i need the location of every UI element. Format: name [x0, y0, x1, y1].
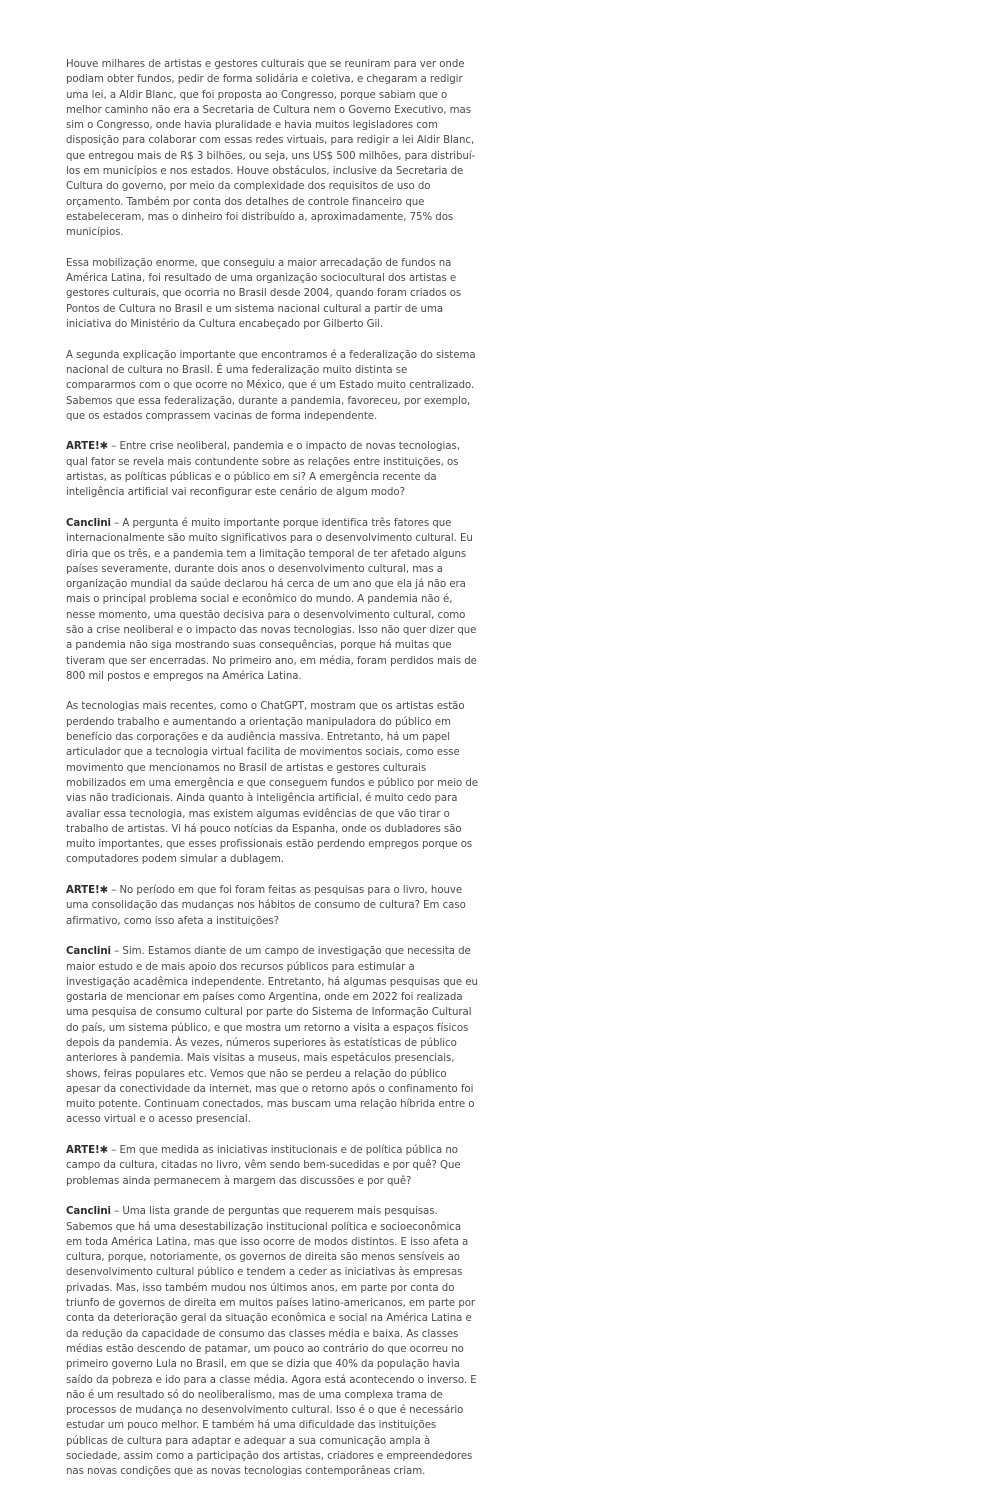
question-paragraph [66, 883, 478, 929]
paragraph [66, 256, 478, 332]
speaker-label: ARTE!✱ [66, 441, 109, 453]
speaker-label: Canclini [66, 1206, 111, 1218]
paragraph-text: A segunda explicação importante que encontramos é a federalização do sistema nacional de cultura no Brasil. É uma federalização muito distinta se compararmos com o que ocorre no México, que é um Estado muito centralizado. Sabemos que essa federalização, durante a pandemia, favoreceu, por exemplo, que os estados comprassem vacinas de forma independente. [66, 349, 476, 422]
paragraph-text: Essa mobilização enorme, que conseguiu a maior arrecadação de fundos na América Latina, foi resultado de uma organização sociocultural dos artistas e gestores culturais, que ocorria no Brasil desde 2004, quando foram criados os Pontos de Cultura no Brasil e um sistema nacional cultural a partir de uma iniciativa do Ministério da Cultura encabeçado por Gilberto Gil. [66, 257, 462, 331]
paragraph [66, 699, 478, 867]
paragraph-text: As tecnologias mais recentes, como o ChatGPT, mostram que os artistas estão perdendo trabalho e aumentando a orientação manipuladora do público em benefício das corporações e da audiência massiva. Entretanto, há um papel articulador que a tecnologia virtual facilita de movimentos sociais, como esse movimento que mencionamos no Brasil de artistas e gestores culturais mobilizados em uma emergência e que conseguem fundos e público por meio de vias não tradicionais. Ainda quanto à inteligência artificial, é muito cedo para avaliar essa tecnologia, mas existem algumas evidências de que vão tirar o trabalho de artistas. Vi há pouco notícias da Espanha, onde os dubladores são muito importantes, que esses profissionais estão perdendo empregos porque os computadores podem simular a dublagem. [66, 701, 478, 866]
speaker-label: ARTE!✱ [66, 1145, 109, 1157]
paragraph-text: – Em que medida as iniciativas institucionais e de política pública no campo da cultura, citadas no livro, vêm sendo bem-sucedidas e por quê? Que problemas ainda permanecem à margem das discussões e por quê? [66, 1145, 461, 1187]
paragraph-text: – Entre crise neoliberal, pandemia e o impacto de novas tecnologias, qual fator se revela mais contundente sobre as relações entre instituições, os artistas, as políticas públicas e o público em si? A emergência recente da inteligência artificial vai reconfigurar este cenário de algum modo? [66, 441, 460, 499]
question-paragraph [66, 1143, 478, 1189]
answer-paragraph [66, 1204, 478, 1479]
speaker-label: Canclini [66, 946, 111, 958]
paragraph [66, 57, 478, 241]
speaker-label: Canclini [66, 517, 111, 529]
answer-paragraph [66, 944, 478, 1128]
paragraph-text: – A pergunta é muito importante porque identifica três fatores que internacionalmente são muito significativos para o desenvolvimento cultural. Eu diria que os três, e a pandemia tem a limitação temporal de ter afetado alguns países severamente, durante dois anos o desenvolvimento cultural, mas a organização mundial da saúde declarou há cerca de um ano que ela já não era mais o principal problema social e econômico do mundo. A pandemia não é, nesse momento, uma questão decisiva para o desenvolvimento cultural, como são a crise neoliberal e o impacto das novas tecnologias. Isso não quer dizer que a pandemia não siga mostrando suas consequências, porque há muitas que tiveram que ser encerradas. No primeiro ano, em média, foram perdidos mais de 800 mil postos e empregos na América Latina. [66, 517, 477, 682]
paragraph-text: – No período em que foi foram feitas as pesquisas para o livro, houve uma consolidação das mudanças nos hábitos de consumo de cultura? Em caso afirmativo, como isso afeta a instituições? [66, 885, 466, 927]
paragraph-text: Houve milhares de artistas e gestores culturais que se reuniram para ver onde podiam obter fundos, pedir de forma solidária e coletiva, e chegaram a redigir uma lei, a Aldir Blanc, que foi proposta ao Congresso, porque sabiam que o melhor caminho não era a Secretaria de Cultura nem o Governo Executivo, mas sim o Congresso, onde havia pluralidade e havia muitos legisladores com disposição para colaborar com essas redes virtuais, para redigir a lei Aldir Blanc, que entregou mais de R$ 3 bilhões, ou seja, uns US$ 500 milhões, para distribuí-los em municípios e nos estados. Houve obstáculos, inclusive da Secretaria de Cultura do governo, por meio da complexidade dos requisitos de uso do orçamento. Também por conta dos detalhes de controle financeiro que estabeleceram, mas o dinheiro foi distribuído a, aproximadamente, 75% dos municípios. [66, 59, 476, 239]
article-body [66, 57, 478, 1495]
paragraph-text: – Sim. Estamos diante de um campo de investigação que necessita de maior estudo e de mais apoio dos recursos públicos para estimular a investigação acadêmica independente. Entretanto, há algumas pesquisas que eu gostaria de mencionar em países como Argentina, onde em 2022 foi realizada uma pesquisa de consumo cultural por parte do Sistema de Informação Cultural do país, um sistema público, e que mostra um retorno a visita a espaços físicos depois da pandemia. Às vezes, números superiores às estatísticas de público anteriores à pandemia. Mais visitas a museus, mais espetáculos presenciais, shows, feiras populares etc. Vemos que não se perdeu a relação do público apesar da conectividade da internet, mas que o retorno após o confinamento foi muito potente. Continuam conectados, mas buscam uma relação híbrida entre o acesso virtual e o acesso presencial. [66, 946, 478, 1126]
question-paragraph [66, 439, 478, 500]
speaker-label: ARTE!✱ [66, 885, 109, 897]
paragraph [66, 348, 478, 424]
paragraph-text: – Uma lista grande de perguntas que requerem mais pesquisas. Sabemos que há uma desestabilização institucional política e socioeconômica em toda América Latina, mas que isso ocorre de modos distintos. E isso afeta a cultura, porque, notoriamente, os governos de direita são menos sensíveis ao desenvolvimento cultural público e tendem a ceder as iniciativas às empresas privadas. Mas, isso também mudou nos últimos anos, em parte por conta do triunfo de governos de direita em muitos países latino-americanos, em parte por conta da deterioração geral da situação econômica e social na América Latina e da redução da capacidade de consumo das classes média e baixa. As classes médias estão descendo de patamar, um pouco ao contrário do que ocorreu no primeiro governo Lula no Brasil, em que se dizia que 40% da população havia saído da pobreza e ido para a classe média. Agora está acontecendo o inverso. E não é um resultado só do neoliberalismo, mas de uma complexa trama de processos de mudança no desenvolvimento cultural. Isso é o que é necessário estudar um pouco melhor. E também há uma dificuldade das instituições públicas de cultura para adaptar e adequar a sua comunicação ampla à sociedade, assim como a participação dos artistas, criadores e empreendedores nas novas condições que as novas tecnologias contemporâneas criam. [66, 1206, 477, 1478]
answer-paragraph [66, 516, 478, 684]
